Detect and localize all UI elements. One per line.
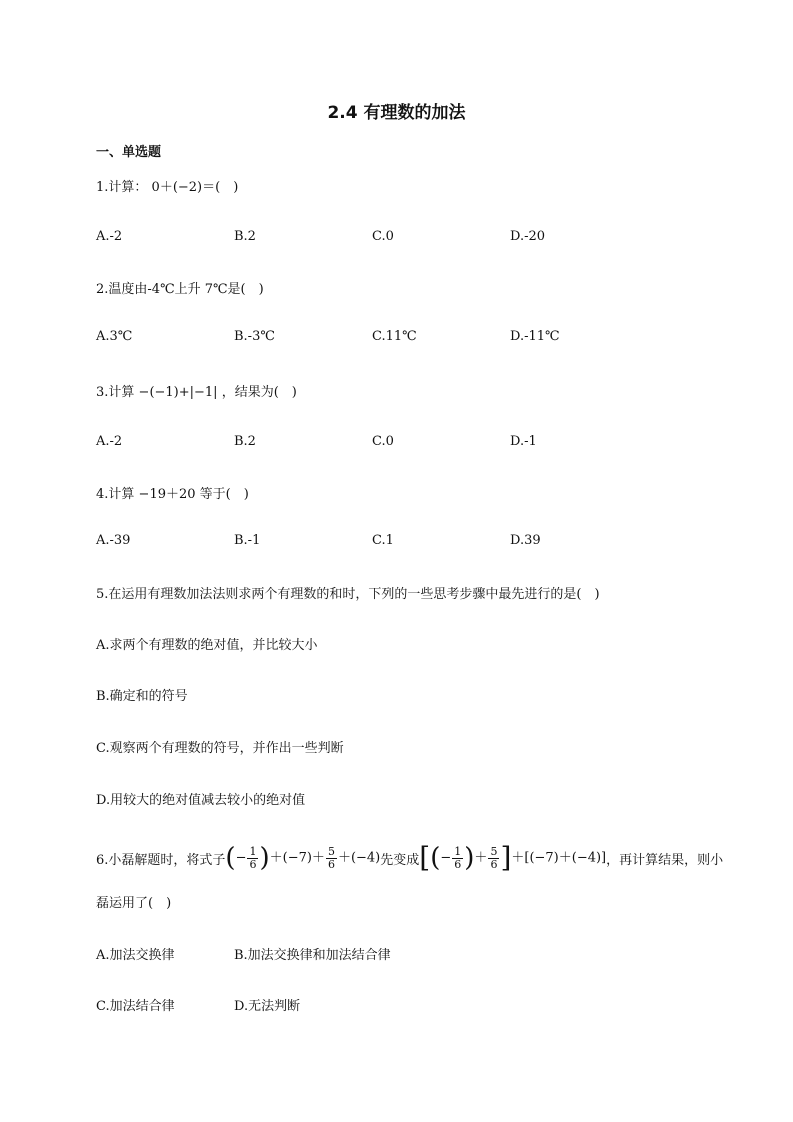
question-2-option-b[interactable]: B.-3℃ — [234, 329, 275, 344]
question-6-line-1 — [96, 838, 723, 878]
question-6-stem-middle: 先变成 — [380, 852, 420, 868]
question-4-expression: −19＋20 — [138, 487, 196, 502]
question-3-stem-start: 3.计算 — [96, 385, 135, 400]
question-1-option-b[interactable]: B.2 — [234, 229, 256, 244]
question-4-stem-start: 4.计算 — [96, 487, 135, 502]
question-4-option-d[interactable]: D.39 — [510, 533, 541, 548]
question-3-option-d[interactable]: D.-1 — [510, 434, 537, 449]
question-5-option-a[interactable]: A.求两个有理数的绝对值，并比较大小 — [96, 638, 318, 653]
question-5-option-b[interactable]: B.确定和的符号 — [96, 689, 188, 704]
page-title: 2.4 有理数的加法 — [327, 103, 466, 123]
question-6-option-a[interactable]: A.加法交换律 — [96, 948, 175, 963]
question-5-option-d[interactable]: D.用较大的绝对值减去较小的绝对值 — [96, 793, 306, 808]
question-6-option-d[interactable]: D.无法判断 — [234, 999, 301, 1014]
question-3-option-c[interactable]: C.0 — [372, 434, 394, 449]
question-6-stem-start: 6.小磊解题时，将式子 — [96, 852, 226, 868]
question-6-option-c[interactable]: C.加法结合律 — [96, 999, 175, 1014]
question-6-expression-transformed: [(− $\frac{1}{6}$ )＋ $\frac{5}{6}$ ]＋[(−7)＋(−4)] — [419, 841, 607, 874]
question-1-expression: 0＋(−2)＝( ) — [151, 180, 239, 195]
question-5-option-c[interactable]: C.观察两个有理数的符号，并作出一些判断 — [96, 741, 344, 756]
question-3-option-a[interactable]: A.-2 — [96, 434, 123, 449]
question-4-stem-end: 等于( ) — [199, 487, 249, 502]
question-1-option-d[interactable]: D.-20 — [510, 229, 546, 244]
question-2-option-c[interactable]: C.11℃ — [372, 329, 417, 344]
question-4 — [96, 483, 249, 502]
question-2-option-a[interactable]: A.3℃ — [96, 329, 133, 344]
question-1-option-c[interactable]: C.0 — [372, 229, 394, 244]
question-6-line-2: 磊运用了( ) — [96, 896, 172, 911]
question-3-stem-end: ，结果为( ) — [221, 385, 297, 400]
question-6-expression-original: (− $\frac{1}{6}$ )＋(−7)＋ $\frac{5}{6}$ ＋(−4) — [225, 843, 381, 873]
question-6-stem-end: ，再计算结果，则小 — [606, 852, 724, 868]
question-4-option-c[interactable]: C.1 — [372, 533, 394, 548]
question-1-stem: 1.计算： — [96, 180, 148, 195]
question-4-option-b[interactable]: B.-1 — [234, 533, 261, 548]
question-3 — [96, 381, 297, 400]
question-4-option-a[interactable]: A.-39 — [96, 533, 131, 548]
question-3-expression: −(−1)+|−1| — [138, 385, 218, 400]
section-heading: 一、单选题 — [96, 145, 162, 160]
question-3-option-b[interactable]: B.2 — [234, 434, 256, 449]
question-2-option-d[interactable]: D.-11℃ — [510, 329, 560, 344]
question-5-stem: 5.在运用有理数加法法则求两个有理数的和时，下列的一些思考步骤中最先进行的是( ) — [96, 587, 600, 602]
question-1-option-a[interactable]: A.-2 — [96, 229, 123, 244]
question-2-stem: 2.温度由-4℃上升 7℃是( ) — [96, 282, 264, 297]
question-6-option-b[interactable]: B.加法交换律和加法结合律 — [234, 948, 391, 963]
question-1 — [96, 176, 238, 195]
